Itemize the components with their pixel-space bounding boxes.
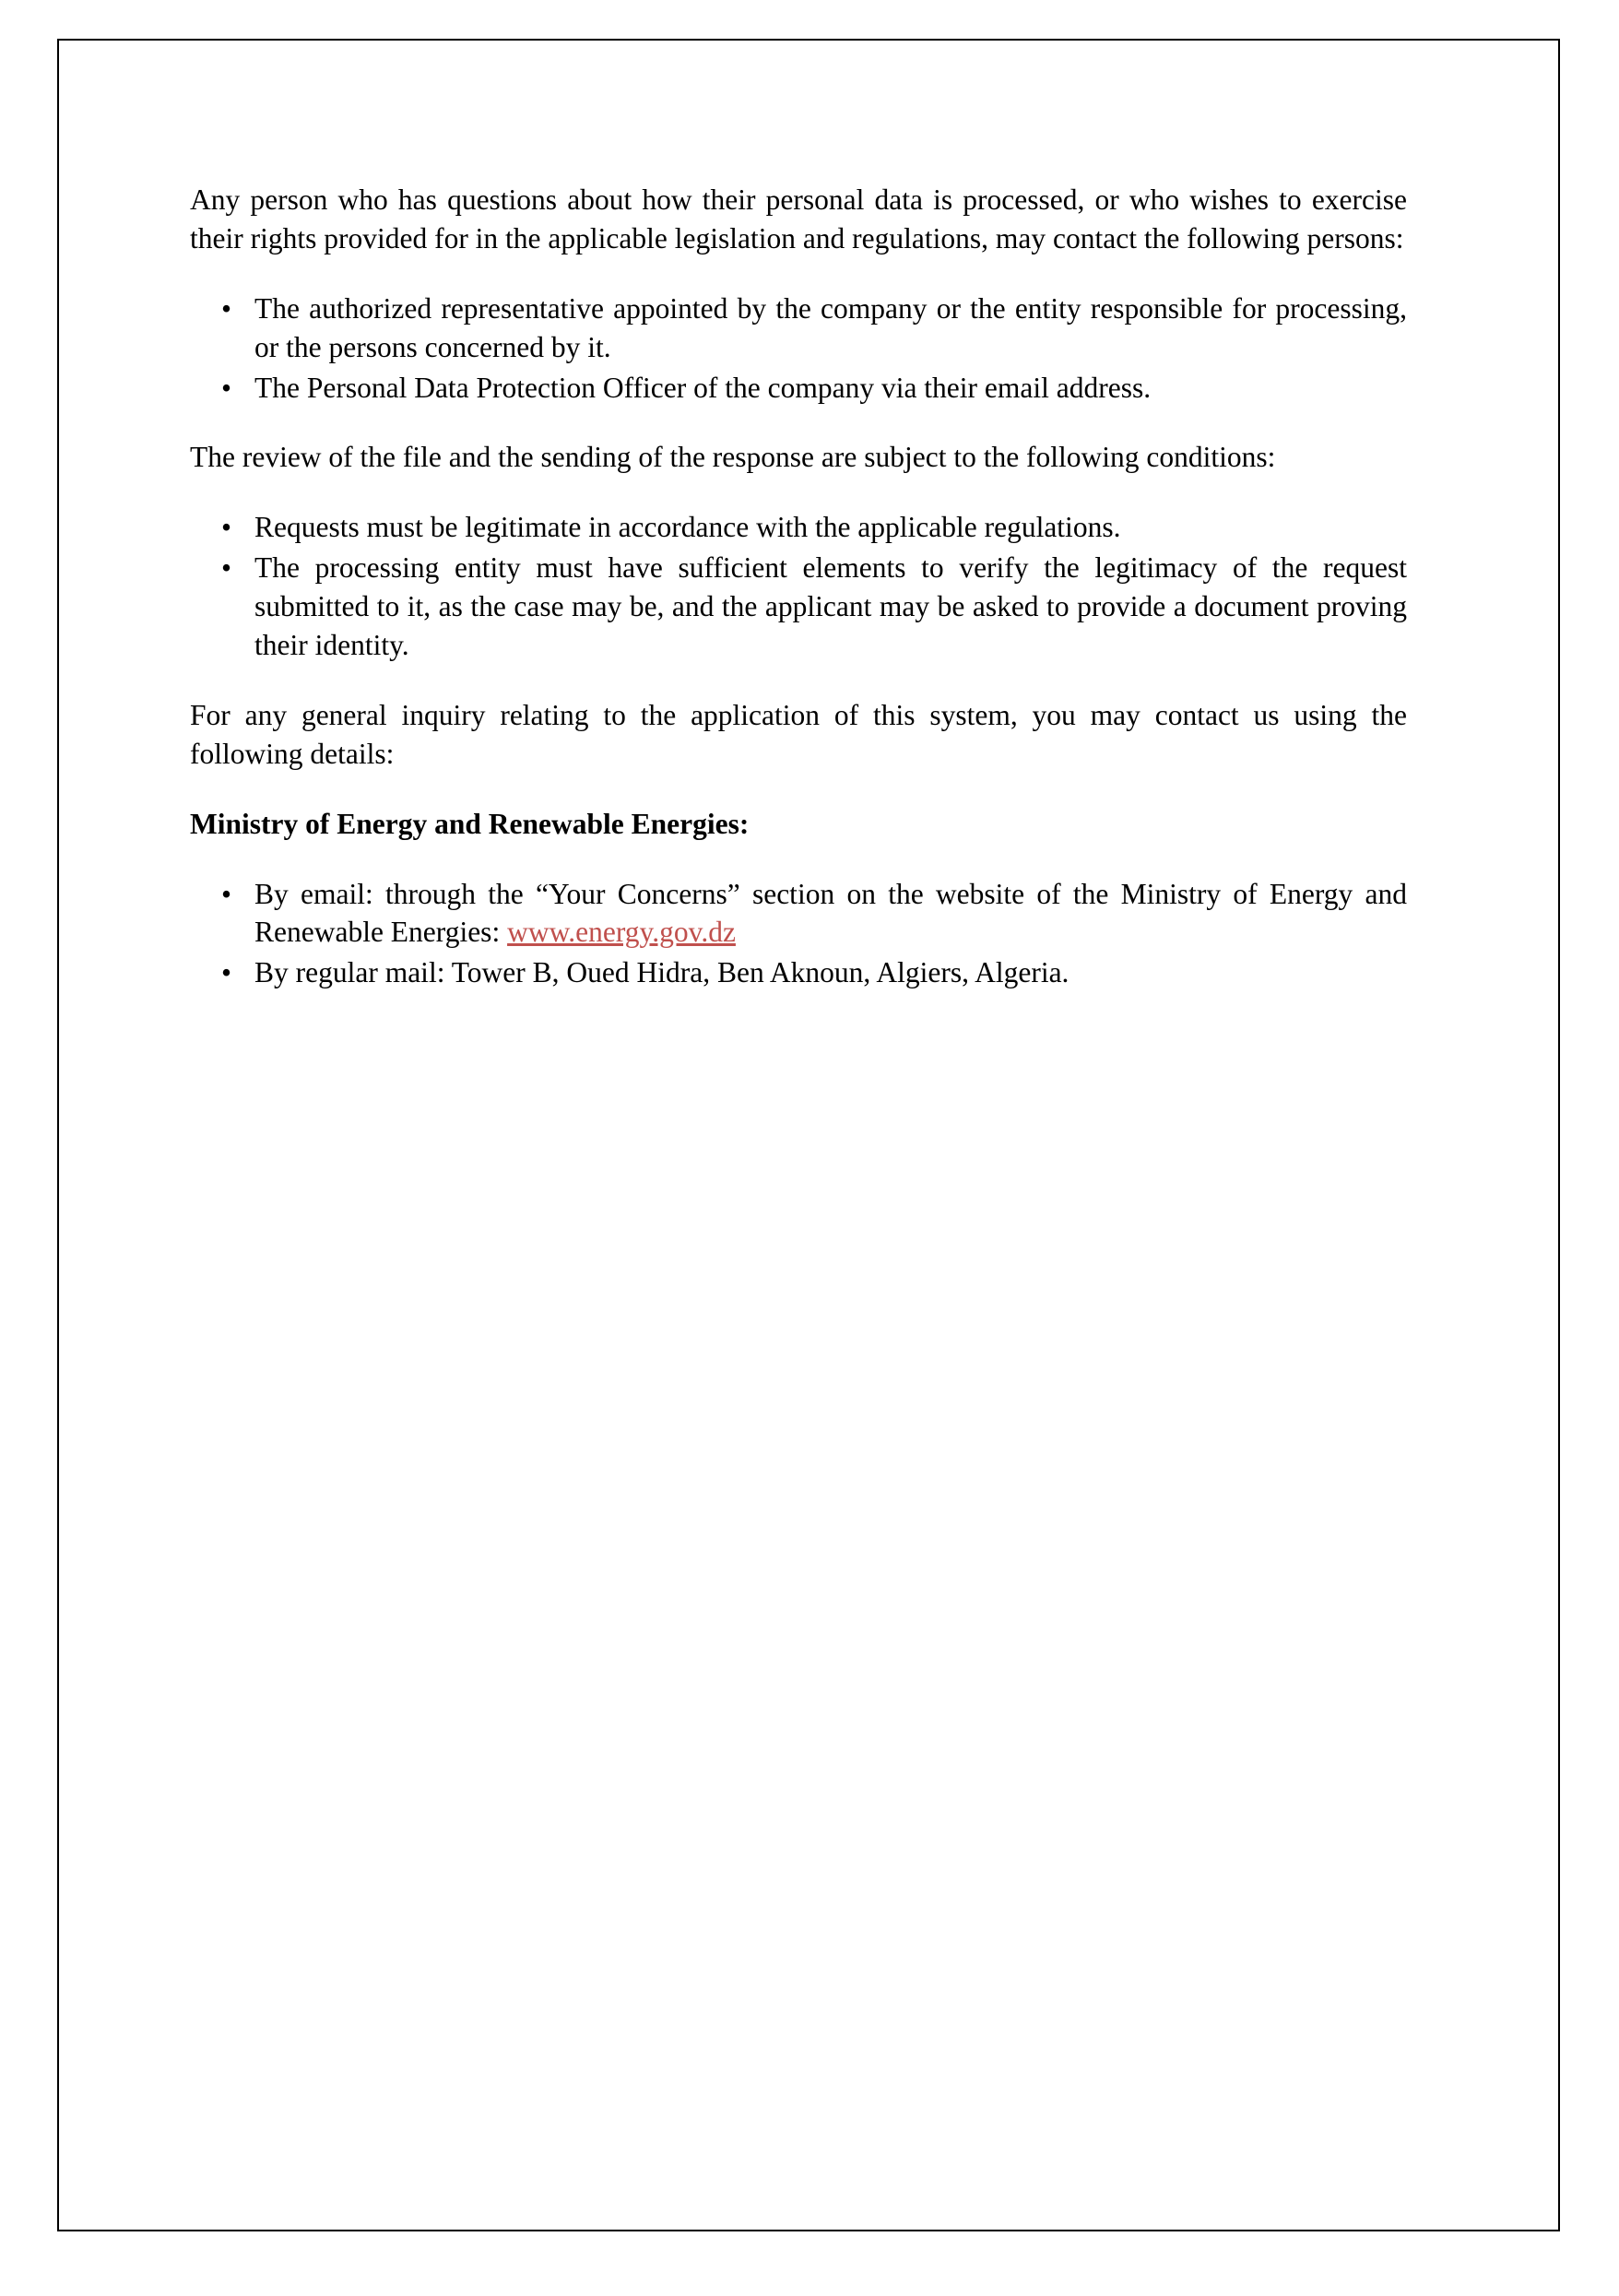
conditions-list [190, 508, 1407, 665]
list-item-text: Requests must be legitimate in accordance with the applicable regulations. [254, 511, 1121, 544]
ministry-heading: Ministry of Energy and Renewable Energies: [190, 807, 750, 840]
spacer [190, 407, 1407, 438]
ministry-contact-list [190, 875, 1407, 993]
general-inquiry-paragraph: For any general inquiry relating to the application of this system, you may contact us using the following details: [190, 698, 1407, 770]
list-item [190, 875, 1407, 953]
list-item [190, 369, 1407, 408]
bullet-icon: • [221, 956, 232, 989]
document-body [190, 181, 1407, 992]
list-item-text: By email: through the “Your Concerns” section on the website of the Ministry of Energy and Renewable Energies: [254, 877, 1407, 949]
ministry-website-link[interactable]: www.energy.gov.dz [507, 916, 736, 949]
spacer [190, 774, 1407, 805]
bullet-icon: • [221, 291, 232, 325]
list-item [190, 549, 1407, 665]
bullet-icon: • [221, 511, 232, 544]
list-item-text: By regular mail: Tower B, Oued Hidra, Ben Aknoun, Algiers, Algeria. [254, 956, 1069, 989]
bullet-icon: • [221, 877, 232, 910]
document-page [57, 39, 1560, 2231]
bullet-icon: • [221, 551, 232, 585]
spacer [190, 258, 1407, 290]
contacts-list [190, 290, 1407, 408]
spacer [190, 844, 1407, 875]
bullet-icon: • [221, 371, 232, 404]
spacer [190, 477, 1407, 508]
list-item [190, 508, 1407, 547]
list-item-text: The Personal Data Protection Officer of the company via their email address. [254, 371, 1152, 404]
conditions-intro-paragraph: The review of the file and the sending of the response are subject to the following conditions: [190, 441, 1276, 474]
list-item-text: The authorized representative appointed by the company or the entity responsible for processing, or the persons concerned by it. [254, 291, 1407, 363]
list-item-text: The processing entity must have sufficient elements to verify the legitimacy of the request submitted to it, as the case may be, and the applicant may be asked to provide a document proving their identity. [254, 551, 1407, 662]
intro-paragraph: Any person who has questions about how their personal data is processed, or who wishes to exercise their rights provided for in the applicable legislation and regulations, may contact the following persons: [190, 183, 1407, 254]
spacer [190, 665, 1407, 696]
list-item [190, 290, 1407, 367]
list-item [190, 953, 1407, 992]
